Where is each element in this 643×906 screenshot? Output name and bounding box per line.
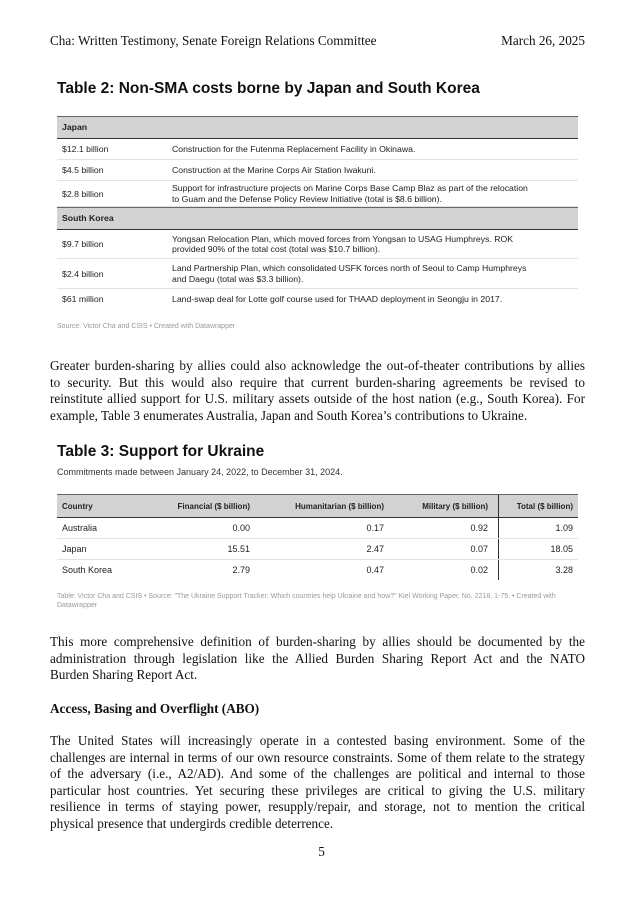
paragraph-1 <box>50 358 585 424</box>
cell-humanitarian: 0.47 <box>366 565 384 575</box>
table2-group-header: South Korea <box>57 207 578 230</box>
cell-country: Japan <box>62 544 87 554</box>
cell-financial: 2.79 <box>232 565 250 575</box>
row-amount: $61 million <box>62 294 104 304</box>
cell-humanitarian: 2.47 <box>366 544 384 554</box>
text-line: Burden Sharing Report Act. <box>50 667 198 682</box>
source-line: Datawrapper <box>57 602 98 609</box>
cell-financial: 0.00 <box>232 523 250 533</box>
text-line: to security. But this would also require that current burden-sharing agreements be revised to <box>50 374 585 390</box>
table3-source <box>57 592 556 610</box>
text-line: Greater burden-sharing by allies could also acknowledge the out-of-theater contributions by allies <box>50 358 585 373</box>
table-row <box>57 181 578 207</box>
description-line: Yongsan Relocation Plan, which moved forces from Yongsan to USAG Humphreys. ROK <box>172 233 514 244</box>
row-description: Construction for the Futenma Replacement Facility in Okinawa. <box>172 143 416 154</box>
table-row <box>57 518 578 539</box>
row-description <box>172 234 578 255</box>
table2-group-header: Japan <box>57 116 578 139</box>
text-line: administration through legislation like the Allied Burden Sharing Report Act and the NATO <box>50 650 585 666</box>
cell-military: 0.92 <box>394 518 499 538</box>
row-amount: $12.1 billion <box>62 144 109 154</box>
paragraph-2 <box>50 634 585 684</box>
text-line: This more comprehensive definition of burden-sharing by allies should be documented by the <box>50 634 585 649</box>
text-line: The United States will increasingly operate in a contested basing environment. Some of the <box>50 733 585 748</box>
header-title: Cha: Written Testimony, Senate Foreign Relations Committee <box>50 33 377 48</box>
table-row <box>57 289 578 309</box>
page-number: 5 <box>318 844 325 859</box>
table-row <box>57 139 578 160</box>
table3-title: Table 3: Support for Ukraine <box>57 443 265 460</box>
row-description: Construction at the Marine Corps Air Station Iwakuni. <box>172 164 376 175</box>
cell-country: Australia <box>62 523 98 533</box>
section-heading: Access, Basing and Overflight (ABO) <box>50 701 260 716</box>
description-line: Support for infrastructure projects on Marine Corps Base Camp Blaz as part of the relocation <box>172 183 528 193</box>
table3 <box>57 494 578 580</box>
description-line: provided 90% of the total cost (total was $10.7 billion). <box>172 244 381 254</box>
text-line: particular host countries. Yet securing these privileges are critical to giving the U.S. military <box>50 782 585 798</box>
table-row <box>57 230 578 259</box>
cell-humanitarian: 0.17 <box>366 523 384 533</box>
table2-source: Source: Victor Cha and CSIS • Created with Datawrapper <box>57 323 236 330</box>
table3-header-row <box>57 494 578 518</box>
description-line: to Guam and the Defense Policy Review Initiative (total is $8.6 billion). <box>172 193 442 204</box>
table-row <box>57 560 578 580</box>
row-amount: $2.8 billion <box>62 188 104 199</box>
description-line: and Daegu (total was $3.3 billion). <box>172 273 304 284</box>
column-header: Financial ($ billion) <box>177 501 250 511</box>
row-amount: $2.4 billion <box>62 268 104 279</box>
page-header <box>50 33 585 49</box>
text-line: resilience in terms of staying power, resupply/repair, and storage, not to mention the critical <box>50 799 585 814</box>
header-date: March 26, 2025 <box>501 33 585 48</box>
text-line: example, Table 3 enumerates Australia, Japan and South Korea’s contributions to Ukraine. <box>50 407 528 423</box>
paragraph-3 <box>50 733 585 832</box>
text-line: physical presence that undergirds credible deterrence. <box>50 815 334 831</box>
cell-total: 3.28 <box>555 565 573 575</box>
cell-military: 0.07 <box>394 539 499 559</box>
column-header: Country <box>62 501 93 511</box>
text-line: of the adversary (i.e., A2/AD). And some of the challenges are political and internal to those <box>50 766 585 781</box>
source-line: Table: Victor Cha and CSIS • Source: "The Ukraine Support Tracker: Which countries help Ukraine and how?" Kiel Working Paper, No. 2218, 1-75. • Created with <box>57 593 556 600</box>
cell-financial: 15.51 <box>227 544 250 554</box>
row-amount: $4.5 billion <box>62 165 104 175</box>
text-line: reinstitute allied support for U.S. military assets outside of the host nation (e.g., South Korea). For <box>50 391 585 406</box>
column-header: Total ($ billion) <box>516 501 573 511</box>
row-description <box>172 183 578 204</box>
column-header: Military ($ billion) <box>394 495 499 517</box>
description-line: Land Partnership Plan, which consolidated USFK forces north of Seoul to Camp Humphreys <box>172 263 527 273</box>
column-header: Humanitarian ($ billion) <box>295 501 384 511</box>
cell-total: 18.05 <box>550 544 573 554</box>
table3-subtitle: Commitments made between January 24, 2022, to December 31, 2024. <box>57 467 343 477</box>
table2 <box>57 116 578 309</box>
cell-total: 1.09 <box>555 523 573 533</box>
cell-military: 0.02 <box>394 560 499 580</box>
row-amount: $9.7 billion <box>62 239 104 249</box>
row-description <box>172 263 578 284</box>
table-row <box>57 160 578 181</box>
row-description: Land-swap deal for Lotte golf course used for THAAD deployment in Seongju in 2017. <box>172 293 503 304</box>
table-row <box>57 539 578 560</box>
table-row <box>57 259 578 289</box>
table2-title: Table 2: Non-SMA costs borne by Japan and South Korea <box>57 80 480 97</box>
cell-country: South Korea <box>62 565 113 575</box>
text-line: challenges are internal in terms of our own resource constraints. Some of them relate to the strategy <box>50 749 585 765</box>
